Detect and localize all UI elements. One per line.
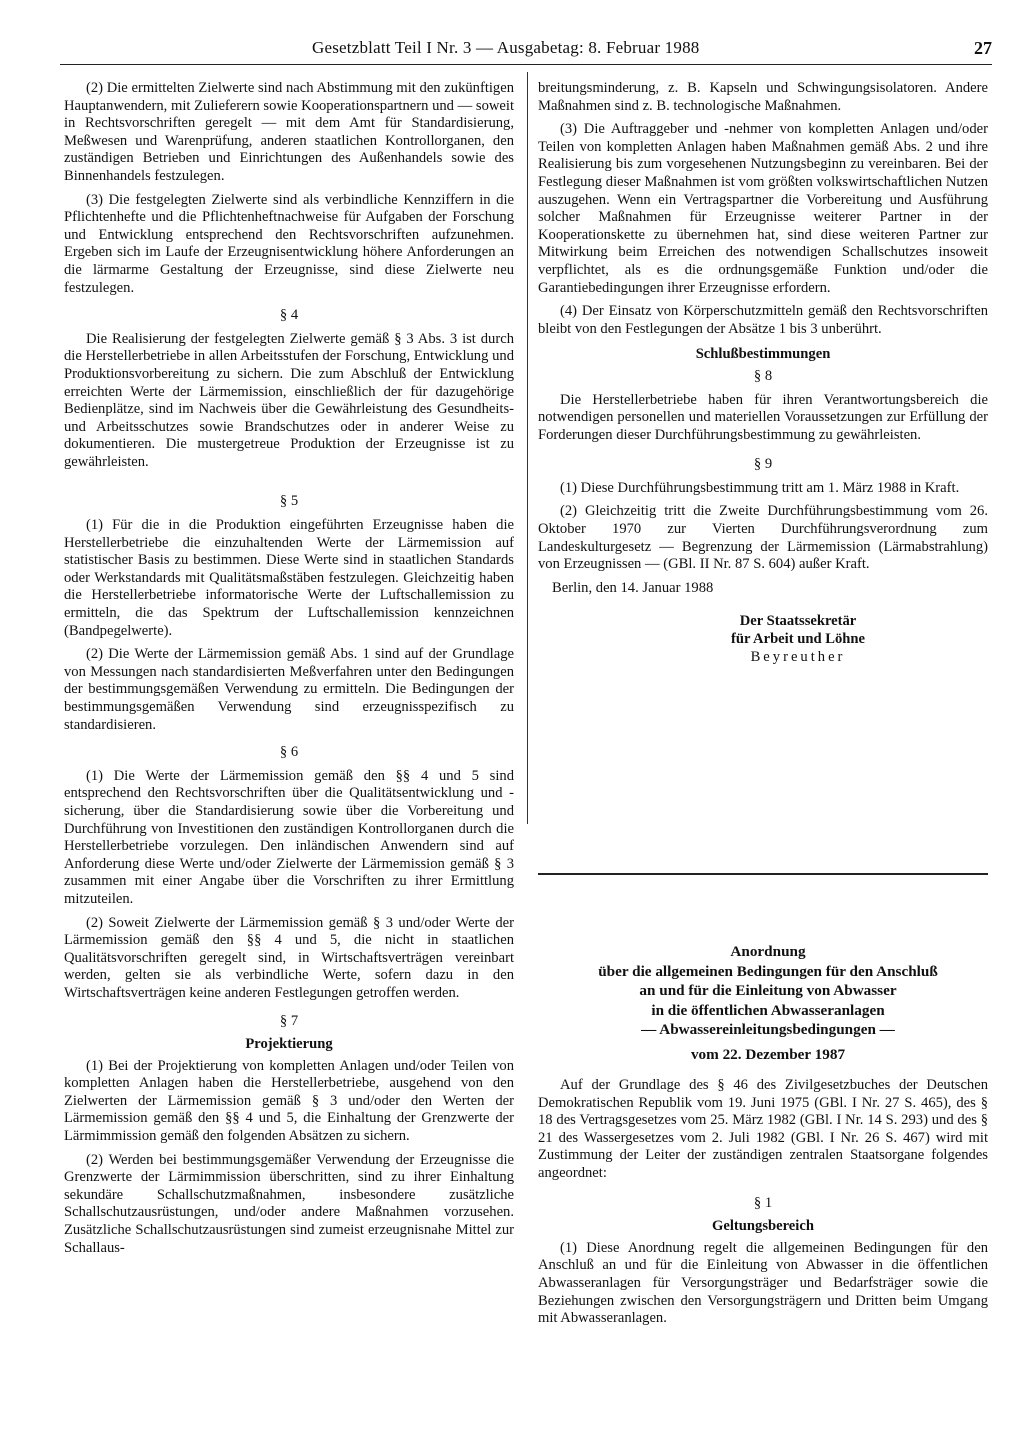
paragraph: (3) Die festgelegten Zielwerte sind als verbindliche Kennziffern in die Pflichtenhefte und die Pflichtenheftnachweise für Aufgaben der Forschung und Entwicklung entsprechend den Rechtsvorschriften aufzunehmen. Ergeben sich im Laufe der Erzeugnisentwicklung höhere Anforderungen an die lärmarme Gestaltung der Erzeugnisse, sind diese Zielwerte neu festzulegen. — [64, 191, 514, 296]
horizontal-rule — [538, 873, 988, 875]
paragraph: (3) Die Auftraggeber und -nehmer von kompletten Anlagen und/oder Teilen von kompletten Anlagen haben Maßnahmen gemäß Abs. 2 und ihre Realisierung bis zum vorgesehenen Nutzungsbeginn zu vereinbaren. Bei der Festlegung dieser Maßnahmen ist vom größten volkswirtschaftlichen Nutzen auszugehen. Wenn ein Vertragspartner die Vorbereitung und Ausführung solcher Maßnahmen für Erzeugnisse weiterer Partner in der Kooperationskette zu übernehmen hat, sind diese weiteren Partner zur Mitwirkung beim Erreichen des notwendigen Schallschutzes insoweit verpflichtet, als es die ordnungsgemäße Funktion und/oder die Garantiebedingungen ihrer Erzeugnisse erfordern. — [538, 121, 988, 296]
ordinance-heading-line5: — Abwassereinleitungsbedingungen — — [641, 1021, 895, 1038]
place-date: Berlin, den 14. Januar 1988 — [552, 579, 714, 596]
section-title-geltungsbereich: Geltungsbereich — [712, 1218, 814, 1235]
paragraph: (1) Bei der Projektierung von kompletten Anlagen und/oder Teilen von kompletten Anlagen haben die Herstellerbetriebe, ausgehend von den Zielwerten der Lärmemission gemäß § 3 und/oder den Werten der Lärmemission gemäß den §§ 4 und 5, die Einhaltung der Grenzwerte der Lärmimmission gemäß den folgenden Absätzen zu sichern. — [64, 1057, 514, 1145]
paragraph: (2) Die ermittelten Zielwerte sind nach Abstimmung mit den zukünftigen Hauptanwendern, mit Zulieferern sowie Kooperationspartnern und — soweit in Rechtsvorschriften geregelt — mit dem Amt für Standardisierung, Meßwesen und Warenprüfung, anderen staatlichen Kontrollorganen, den zuständigen Betrieben und Einrichtungen des Außenhandels sowie des Binnenhandels festzulegen. — [64, 80, 514, 184]
paragraph: breitungsminderung, z. B. Kapseln und Schwingungsisolatoren. Andere Maßnahmen sind z. B. technologische Maßnahmen. — [538, 80, 988, 114]
paragraph: (1) Für die in die Produktion eingeführten Erzeugnisse haben die Herstellerbetriebe die einzuhaltenden Werte der Lärmemission auf statistischer Basis zu bestimmen. Diese Werte sind in staatlichen Standards oder Werkstandards mit Qualitätsmaßstäben festzulegen. Gleichzeitig haben die Herstellerbetriebe informatorische Werte der Luftschallemission zu ermitteln, die das Spektrum der Luftschallemission kennzeichnen (Bandpegelwerte). — [64, 517, 514, 639]
header-title: Gesetzblatt Teil I Nr. 3 — Ausgabetag: 8. Februar 1988 — [312, 38, 700, 57]
ordinance-date: vom 22. Dezember 1987 — [690, 1045, 846, 1063]
ordinance-heading-line1: Anordnung — [730, 943, 806, 960]
ordinance-heading-line2: über die allgemeinen Bedingungen für den Anschluß — [598, 962, 938, 980]
paragraph: Die Realisierung der festgelegten Zielwerte gemäß § 3 Abs. 3 ist durch die Herstellerbetriebe in allen Arbeitsstufen der Forschung, Entwicklung und Produktionsvorbereitung zu sichern. Die zum Abschluß der Entwicklung erreichten Werte der Lärmemission, einschließlich der für dazugehörige Bedienplätze, sind im Nachweis über die Gewährleistung des Gesundheits- und Arbeitsschutzes sowie Brandschutzes oder in anderer Weise zu dokumentieren. Die mustergetreue Produktion der Erzeugnisse ist zu gewährleisten. — [64, 330, 514, 470]
paragraph: (2) Gleichzeitig tritt die Zweite Durchführungsbestimmung vom 26. Oktober 1970 zur Vierten Durchführungsverordnung zum Landeskulturgesetz — Begrenzung der Lärmemission (Lärmabstrahlung) von Erzeugnissen — (GBl. II Nr. 87 S. 604) außer Kraft. — [538, 503, 988, 573]
section-heading-5: § 5 — [279, 493, 299, 510]
section-heading-7: § 7 — [279, 1012, 299, 1029]
signatory-title-line1: Der Staatssekretär — [739, 613, 857, 630]
signatory-title-line2: für Arbeit und Löhne — [731, 631, 865, 648]
paragraph: Die Herstellerbetriebe haben für ihren Verantwortungsbereich die notwendigen personellen und materiellen Voraussetzungen zur Erfüllung der Forderungen dieser Durchführungsbestimmung zu gewährleisten. — [538, 391, 988, 443]
paragraph: (1) Diese Anordnung regelt die allgemeinen Bedingungen für den Anschluß an und für die Einleitung von Abwasser in die öffentlichen Abwasseranlagen für Versorgungsträger und Bedarfsträger sowie die Beziehungen zwischen den Versorgungsträgern und Dritten beim Umgang mit Abwasseranlagen. — [538, 1239, 988, 1327]
section-title-projektierung: Projektierung — [245, 1036, 333, 1053]
ordinance-heading-line3: an und für die Einleitung von Abwasser — [639, 982, 897, 999]
section-heading-9: § 9 — [753, 456, 773, 473]
paragraph: (4) Der Einsatz von Körperschutzmitteln gemäß den Rechtsvorschriften bleibt von den Festlegungen der Absätze 1 bis 3 unberührt. — [538, 303, 988, 337]
paragraph: Auf der Grundlage des § 46 des Zivilgesetzbuches der Deutschen Demokratischen Republik vom 19. Juni 1975 (GBl. I Nr. 27 S. 465), des § 18 des Vertragsgesetzes vom 25. März 1982 (GBl. I Nr. 14 S. 293) und des § 21 des Wassergesetzes vom 2. Juli 1982 (GBl. I Nr. 26 S. 467) wird mit Zustimmung der Leiter der zuständigen zentralen Staatsorgane folgendes angeordnet: — [538, 1077, 988, 1182]
signatory-name: Beyreuther — [750, 648, 846, 665]
section-heading-4: § 4 — [279, 307, 299, 324]
section-heading-1: § 1 — [753, 1194, 773, 1211]
paragraph: (2) Werden bei bestimmungsgemäßer Verwendung der Erzeugnisse die Grenzwerte der Lärmimmission überschritten, sind zu ihrer Einhaltung sekundäre Schallschutzmaßnahmen, insbesondere zusätzliche Schallschutzausrüstungen, und/oder andere Maßnahmen vorzusehen. Zusätzliche Schallschutzausrüstungen sind zumeist erzeugnisnahe Mittel zur Schallaus- — [64, 1151, 514, 1256]
paragraph: (1) Die Werte der Lärmemission gemäß den §§ 4 und 5 sind entsprechend den Rechtsvorschriften über die Qualitätsentwicklung und -sicherung, über die Standardisierung sowie über die Vorbereitung und Durchführung von Investitionen den zuständigen Kontrollorganen durch die Herstellerbetriebe vorzulegen. Den inländischen Anwendern sind auf Anforderung diese Werte und/oder Zielwerte der Lärmemission gemäß § 3 zusammen mit einer Angabe über die Vorschriften zu ihrer Ermittlung mitzuteilen. — [64, 767, 514, 907]
ordinance-section — [538, 942, 988, 1334]
ordinance-heading-line4: in die öffentlichen Abwasseranlagen — [651, 1001, 885, 1019]
paragraph: (2) Die Werte der Lärmemission gemäß Abs. 1 sind auf der Grundlage von Messungen nach standardisierten Meßverfahren unter den Bedingungen der bestimmungsgemäßen Verwendung zu ermitteln. Die Bedingungen der bestimmungsgemäßen Verwendung sind erzeugnisspezifisch zu standardisieren. — [64, 646, 514, 733]
paragraph: (1) Diese Durchführungsbestimmung tritt am 1. März 1988 in Kraft. — [560, 479, 960, 496]
section-heading-6: § 6 — [279, 744, 299, 761]
section-heading-8: § 8 — [753, 367, 773, 384]
column-divider — [527, 72, 528, 824]
section-title-schlussbestimmungen: Schlußbestimmungen — [695, 346, 831, 363]
left-column — [64, 80, 514, 1263]
page-header — [60, 36, 992, 65]
page-number: 27 — [974, 38, 992, 58]
right-column — [538, 80, 988, 666]
paragraph: (2) Soweit Zielwerte der Lärmemission gemäß § 3 und/oder Werte der Lärmemission gemäß den §§ 4 und 5, die nicht in staatlichen Qualitätsvorschriften geregelt sind, in Wirtschaftsverträgen vereinbart werden, gelten sie als verbindliche Werte, sofern dazu in den Wirtschaftsverträgen keine anderen Festlegungen getroffen werden. — [64, 914, 514, 1001]
